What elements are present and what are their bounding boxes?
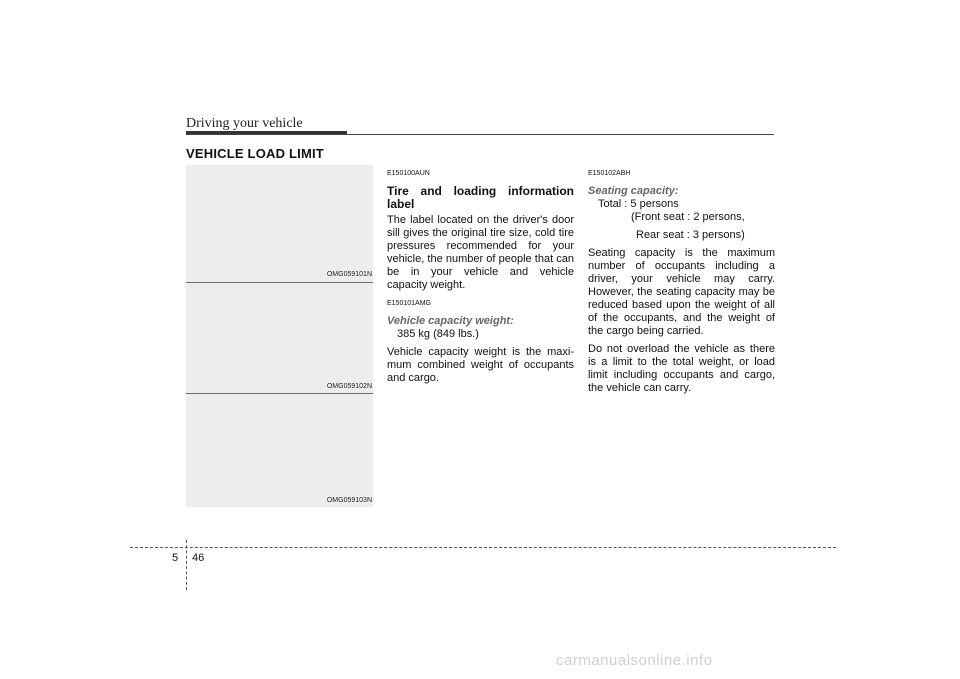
footer-rule xyxy=(130,547,836,548)
seating-rear: Rear seat : 3 persons) xyxy=(636,229,745,241)
paragraph: Seating capacity is the maximum number of occupants including a driver, your vehicle may carry. However, the seating capacity may be reduced based upon the weight of all of the occupants, and the weight of the cargo being carried. xyxy=(588,247,775,337)
section-code: E150100AUN xyxy=(387,170,430,177)
italic-heading: Seating capacity: xyxy=(588,185,679,197)
figure-panel xyxy=(186,165,373,507)
figure-divider xyxy=(186,282,373,283)
figure-divider xyxy=(186,393,373,394)
text-column-2 xyxy=(588,167,775,400)
subsection-heading: Tire and loading information label xyxy=(387,184,574,211)
figure-caption: OMG059103N xyxy=(326,497,372,504)
figure-caption: OMG059101N xyxy=(326,271,372,278)
italic-heading: Vehicle capacity weight: xyxy=(387,315,514,327)
paragraph: The label located on the driver's door sill gives the original tire size, cold tire pressures recommended for your vehicle, the number of people that can be in your vehicle and vehicle capacity weight. xyxy=(387,214,574,291)
seating-front: (Front seat : 2 persons, xyxy=(631,211,745,223)
section-code: E150102ABH xyxy=(588,170,631,177)
page-number: 46 xyxy=(192,552,205,564)
watermark: carmanualsonline.info xyxy=(556,652,713,669)
header-rule xyxy=(186,134,774,135)
seating-total: Total : 5 persons xyxy=(598,198,679,210)
capacity-weight-value: 385 kg (849 lbs.) xyxy=(397,328,479,340)
section-code: E150101AMG xyxy=(387,300,431,307)
page-header: Driving your vehicle xyxy=(186,116,303,131)
paragraph: Vehicle capacity weight is the maxi- mum combined weight of occupants and cargo. xyxy=(387,346,574,384)
text-column-1 xyxy=(387,167,574,390)
section-title: VEHICLE LOAD LIMIT xyxy=(186,146,324,161)
footer-vertical-rule xyxy=(186,540,187,590)
paragraph: Do not overload the vehicle as there is a limit to the total weight, or load limit including occupants and cargo, the vehicle can carry. xyxy=(588,343,775,394)
figure-caption: OMG059102N xyxy=(326,383,372,390)
section-number: 5 xyxy=(172,552,179,564)
